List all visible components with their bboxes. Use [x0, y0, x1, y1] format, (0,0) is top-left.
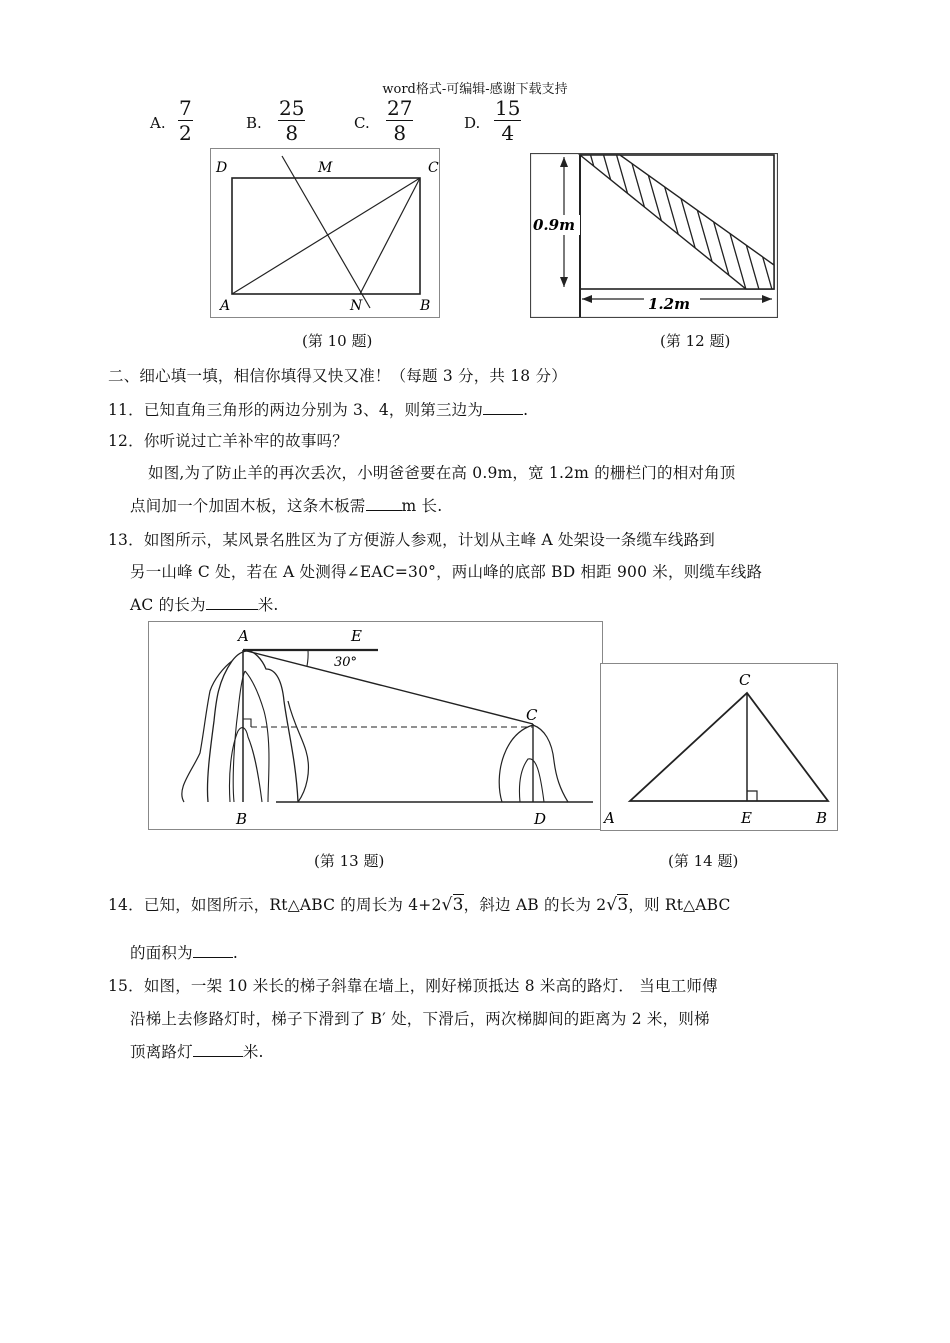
option-a-denominator: 2	[179, 121, 192, 145]
label-e: E	[741, 809, 752, 827]
question-13-text: AC 的长为	[130, 596, 206, 614]
question-14-part-3: ，则 Rt△ABC	[628, 896, 731, 914]
main-peak-left-ridge	[182, 661, 232, 802]
small-peak-inner	[519, 759, 544, 802]
option-b-numerator: 25	[279, 96, 305, 120]
width-arrow-right	[762, 295, 772, 303]
option-c-denominator: 8	[393, 121, 407, 145]
label-e: E	[351, 627, 362, 645]
main-peak-inner-small	[229, 728, 262, 802]
question-15-answer-blank[interactable]	[193, 1041, 243, 1058]
option-b-fraction	[278, 96, 305, 145]
option-d-numerator: 15	[495, 96, 521, 120]
option-b-letter: B.	[246, 114, 262, 132]
question-12-line-1: 12．你听说过亡羊补牢的故事吗？	[108, 432, 348, 450]
label-b: B	[420, 298, 431, 314]
question-15-line-1: 15．如图，一架 10 米长的梯子斜靠在墙上，刚好梯顶抵达 8 米高的路灯． 当电工师傅	[108, 977, 718, 995]
height-arrow-top	[560, 157, 568, 167]
question-15-line-3	[130, 1040, 264, 1062]
question-14-part-2: ，斜边 AB 的长为 2	[463, 896, 607, 914]
question-13-unit: 米.	[257, 596, 279, 614]
question-14-end: .	[232, 944, 238, 962]
label-n: N	[350, 298, 363, 314]
question-11	[108, 398, 528, 420]
figure-12-caption: (第 12 题)	[660, 332, 731, 350]
label-m: M	[318, 160, 333, 176]
figure-10-caption: (第 10 题)	[302, 332, 373, 350]
label-b: B	[816, 809, 828, 827]
question-14-line-1	[108, 893, 731, 915]
question-13-answer-blank[interactable]	[206, 594, 258, 611]
main-peak-right-ridge	[288, 701, 308, 802]
label-a: A	[238, 627, 249, 645]
label-c: C	[739, 671, 751, 689]
height-label: 0.9m	[533, 216, 575, 234]
question-14-answer-blank[interactable]	[193, 942, 233, 959]
question-12-text: 点间加一个加固木板，这条木板需	[130, 497, 366, 515]
option-c-letter: C.	[354, 114, 370, 132]
question-13-line-1: 13．如图所示，某风景名胜区为了方便游人参观，计划从主峰 A 处架设一条缆车线路到	[108, 531, 715, 549]
figure-14	[600, 663, 838, 831]
question-12-line-3	[130, 494, 442, 516]
question-15-text: 顶离路灯	[130, 1043, 193, 1061]
fold-line-mn	[282, 156, 370, 308]
question-14-radicand-2: 3	[617, 895, 629, 915]
question-12-unit: m 长.	[401, 497, 443, 515]
option-d-letter: D.	[464, 114, 481, 132]
height-arrow-bottom	[560, 277, 568, 287]
label-a: A	[604, 809, 615, 827]
option-d-fraction	[494, 96, 521, 145]
option-c-numerator: 27	[387, 96, 413, 120]
question-14-text: 的面积为	[130, 944, 193, 962]
figure-13	[148, 621, 603, 830]
question-11-answer-blank[interactable]	[483, 399, 523, 416]
figure-14-caption: (第 14 题)	[668, 852, 739, 870]
option-a-fraction	[178, 96, 193, 145]
question-15-line-2: 沿梯上去修路灯时，梯子下滑到了 B′ 处，下滑后，两次梯脚间的距离为 2 米，则梯	[130, 1010, 710, 1028]
question-14-radicand-1: 3	[452, 895, 464, 915]
width-arrow-left	[582, 295, 592, 303]
sqrt-icon: √	[441, 895, 453, 915]
question-11-end: .	[523, 401, 529, 419]
figure-10	[210, 148, 440, 318]
cable-line-ac	[243, 650, 533, 724]
option-b-denominator: 8	[285, 121, 299, 145]
diagonal-ac	[232, 178, 420, 294]
segment-nc	[360, 178, 420, 294]
label-d: D	[534, 810, 547, 828]
sqrt-icon: √	[606, 895, 618, 915]
label-d: D	[216, 160, 228, 176]
right-angle-mark-e	[747, 791, 757, 801]
angle-label: 30°	[334, 655, 358, 670]
question-12-line-2: 如图,为了防止羊的再次丢次，小明爸爸要在高 0.9m，宽 1.2m 的栅栏门的相对角顶	[148, 464, 736, 482]
hatch-line	[629, 153, 669, 293]
figure-14-frame	[601, 664, 838, 831]
angle-arc	[307, 650, 308, 666]
question-14-part-1: 14．已知，如图所示，Rt△ABC 的周长为 4+2	[108, 896, 442, 914]
label-c: C	[526, 706, 538, 724]
question-13-line-3	[130, 593, 279, 615]
label-b: B	[236, 810, 248, 828]
main-peak-inner-right	[245, 671, 269, 802]
label-a: A	[220, 298, 231, 314]
question-14-line-2	[130, 941, 238, 963]
question-15-unit: 米.	[242, 1043, 264, 1061]
triangle-abc	[630, 693, 828, 801]
option-d-denominator: 4	[501, 121, 515, 145]
option-a-numerator: 7	[179, 96, 192, 120]
question-11-text: 11．已知直角三角形的两边分别为 3、4，则第三边为	[108, 401, 484, 419]
right-angle-mark-b	[243, 719, 251, 727]
width-label: 1.2m	[648, 295, 690, 313]
page-header: word格式-可编辑-感谢下载支持	[382, 82, 568, 97]
figure-13-caption: (第 13 题)	[314, 852, 385, 870]
label-c: C	[428, 160, 439, 176]
section-2-heading: 二、细心填一填，相信你填得又快又准！（每题 3 分，共 18 分）	[108, 367, 567, 385]
option-a-letter: A.	[150, 114, 166, 132]
option-c-fraction	[386, 96, 413, 145]
figure-12	[530, 153, 778, 318]
question-12-answer-blank[interactable]	[366, 495, 402, 512]
question-13-line-2: 另一山峰 C 处，若在 A 处测得∠EAC=30°，两山峰的底部 BD 相距 900 米，则缆车线路	[130, 563, 763, 581]
